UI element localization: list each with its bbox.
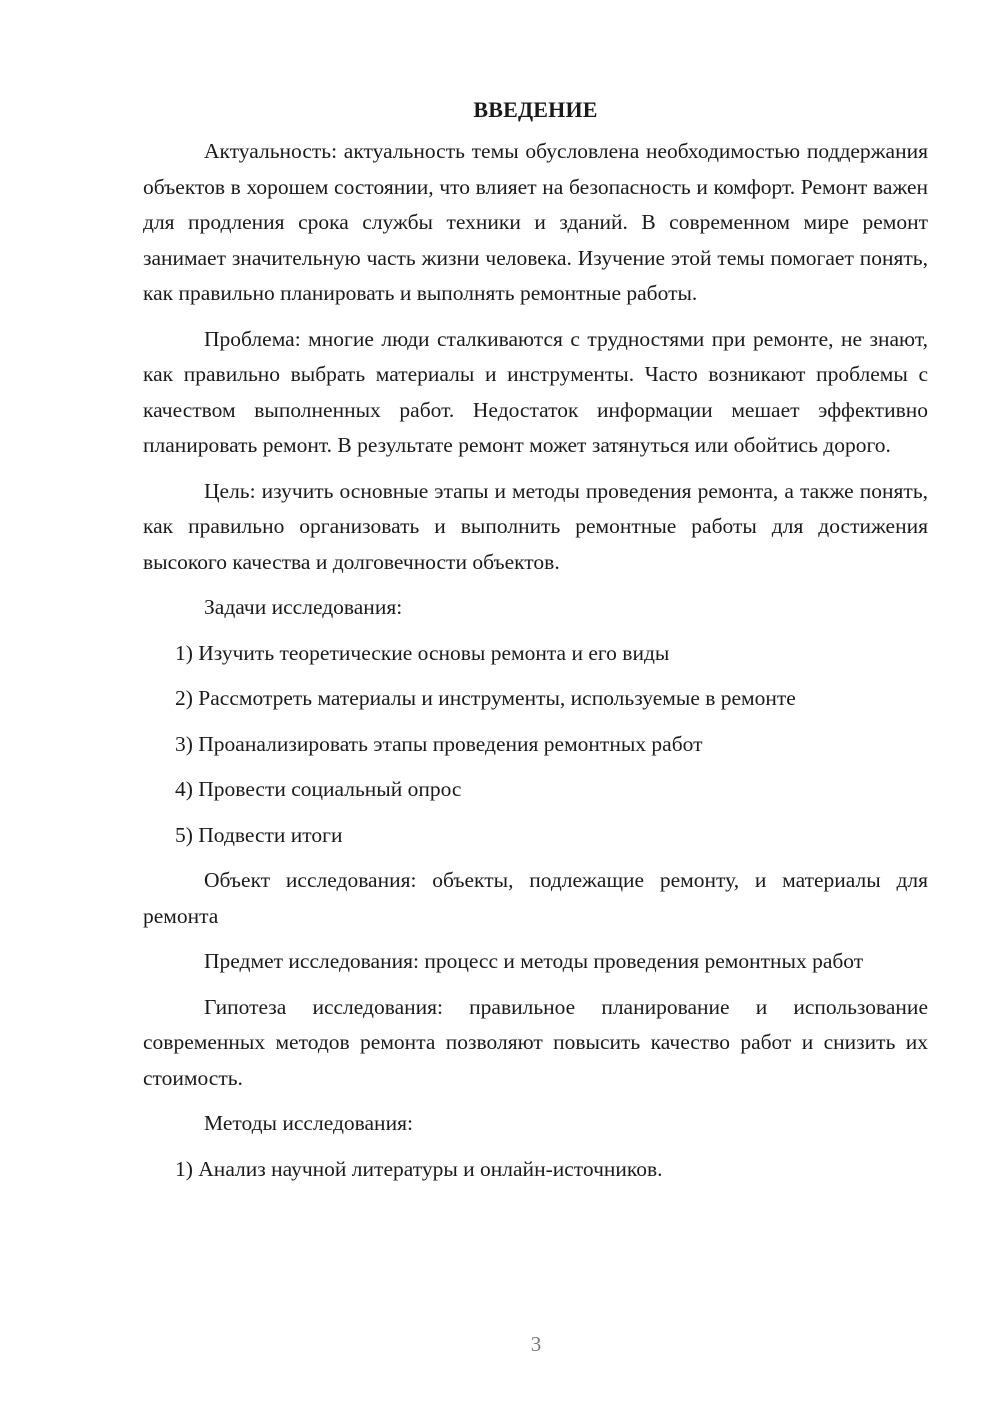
tasks-heading: Задачи исследования: [204, 595, 403, 619]
hypothesis-paragraph: Гипотеза исследования: правильное планирование и использование современных методов ремонта позволяют повысить качество работ и снизить их стоимость. [143, 994, 928, 1090]
tasks-list [143, 636, 928, 854]
list-item: 5) Подвести итоги [175, 822, 343, 847]
object-paragraph: Объект исследования: объекты, подлежащие ремонту, и материалы для ремонта [143, 868, 928, 928]
list-item: 3) Проанализировать этапы проведения ремонтных работ [175, 731, 703, 756]
subject-paragraph: Предмет исследования: процесс и методы проведения ремонтных работ [204, 949, 864, 973]
problem-paragraph: Проблема: многие люди сталкиваются с трудностями при ремонте, не знают, как правильно выбрать материалы и инструменты. Часто возникают проблемы с качеством выполненных работ. Недостаток информации мешает эффективно планировать ремонт. В результате ремонт может затянуться или обойтись дорого. [143, 326, 928, 457]
page-number: 3 [530, 1332, 542, 1356]
list-item: 2) Рассмотреть материалы и инструменты, используемые в ремонте [175, 686, 796, 710]
methods-list [143, 1152, 928, 1188]
document-title: ВВЕДЕНИЕ [473, 97, 598, 122]
document-page [143, 94, 928, 1197]
list-item: 4) Провести социальный опрос [175, 777, 462, 801]
goal-paragraph: Цель: изучить основные этапы и методы проведения ремонта, а также понять, как правильно организовать и выполнить ремонтные работы для достижения высокого качества и долговечности объектов. [143, 478, 928, 574]
methods-heading: Методы исследования: [204, 1111, 413, 1135]
relevance-paragraph: Актуальность: актуальность темы обусловлена необходимостью поддержания объектов в хорошем состоянии, что влияет на безопасность и комфорт. Ремонт важен для продления срока службы техники и зданий. В современном мире ремонт занимает значительную часть жизни человека. Изучение этой темы помогает понять, как правильно планировать и выполнять ремонтные работы. [143, 139, 928, 305]
list-item: 1) Изучить теоретические основы ремонта и его виды [175, 640, 670, 665]
list-item: 1) Анализ научной литературы и онлайн-источников. [175, 1156, 663, 1181]
